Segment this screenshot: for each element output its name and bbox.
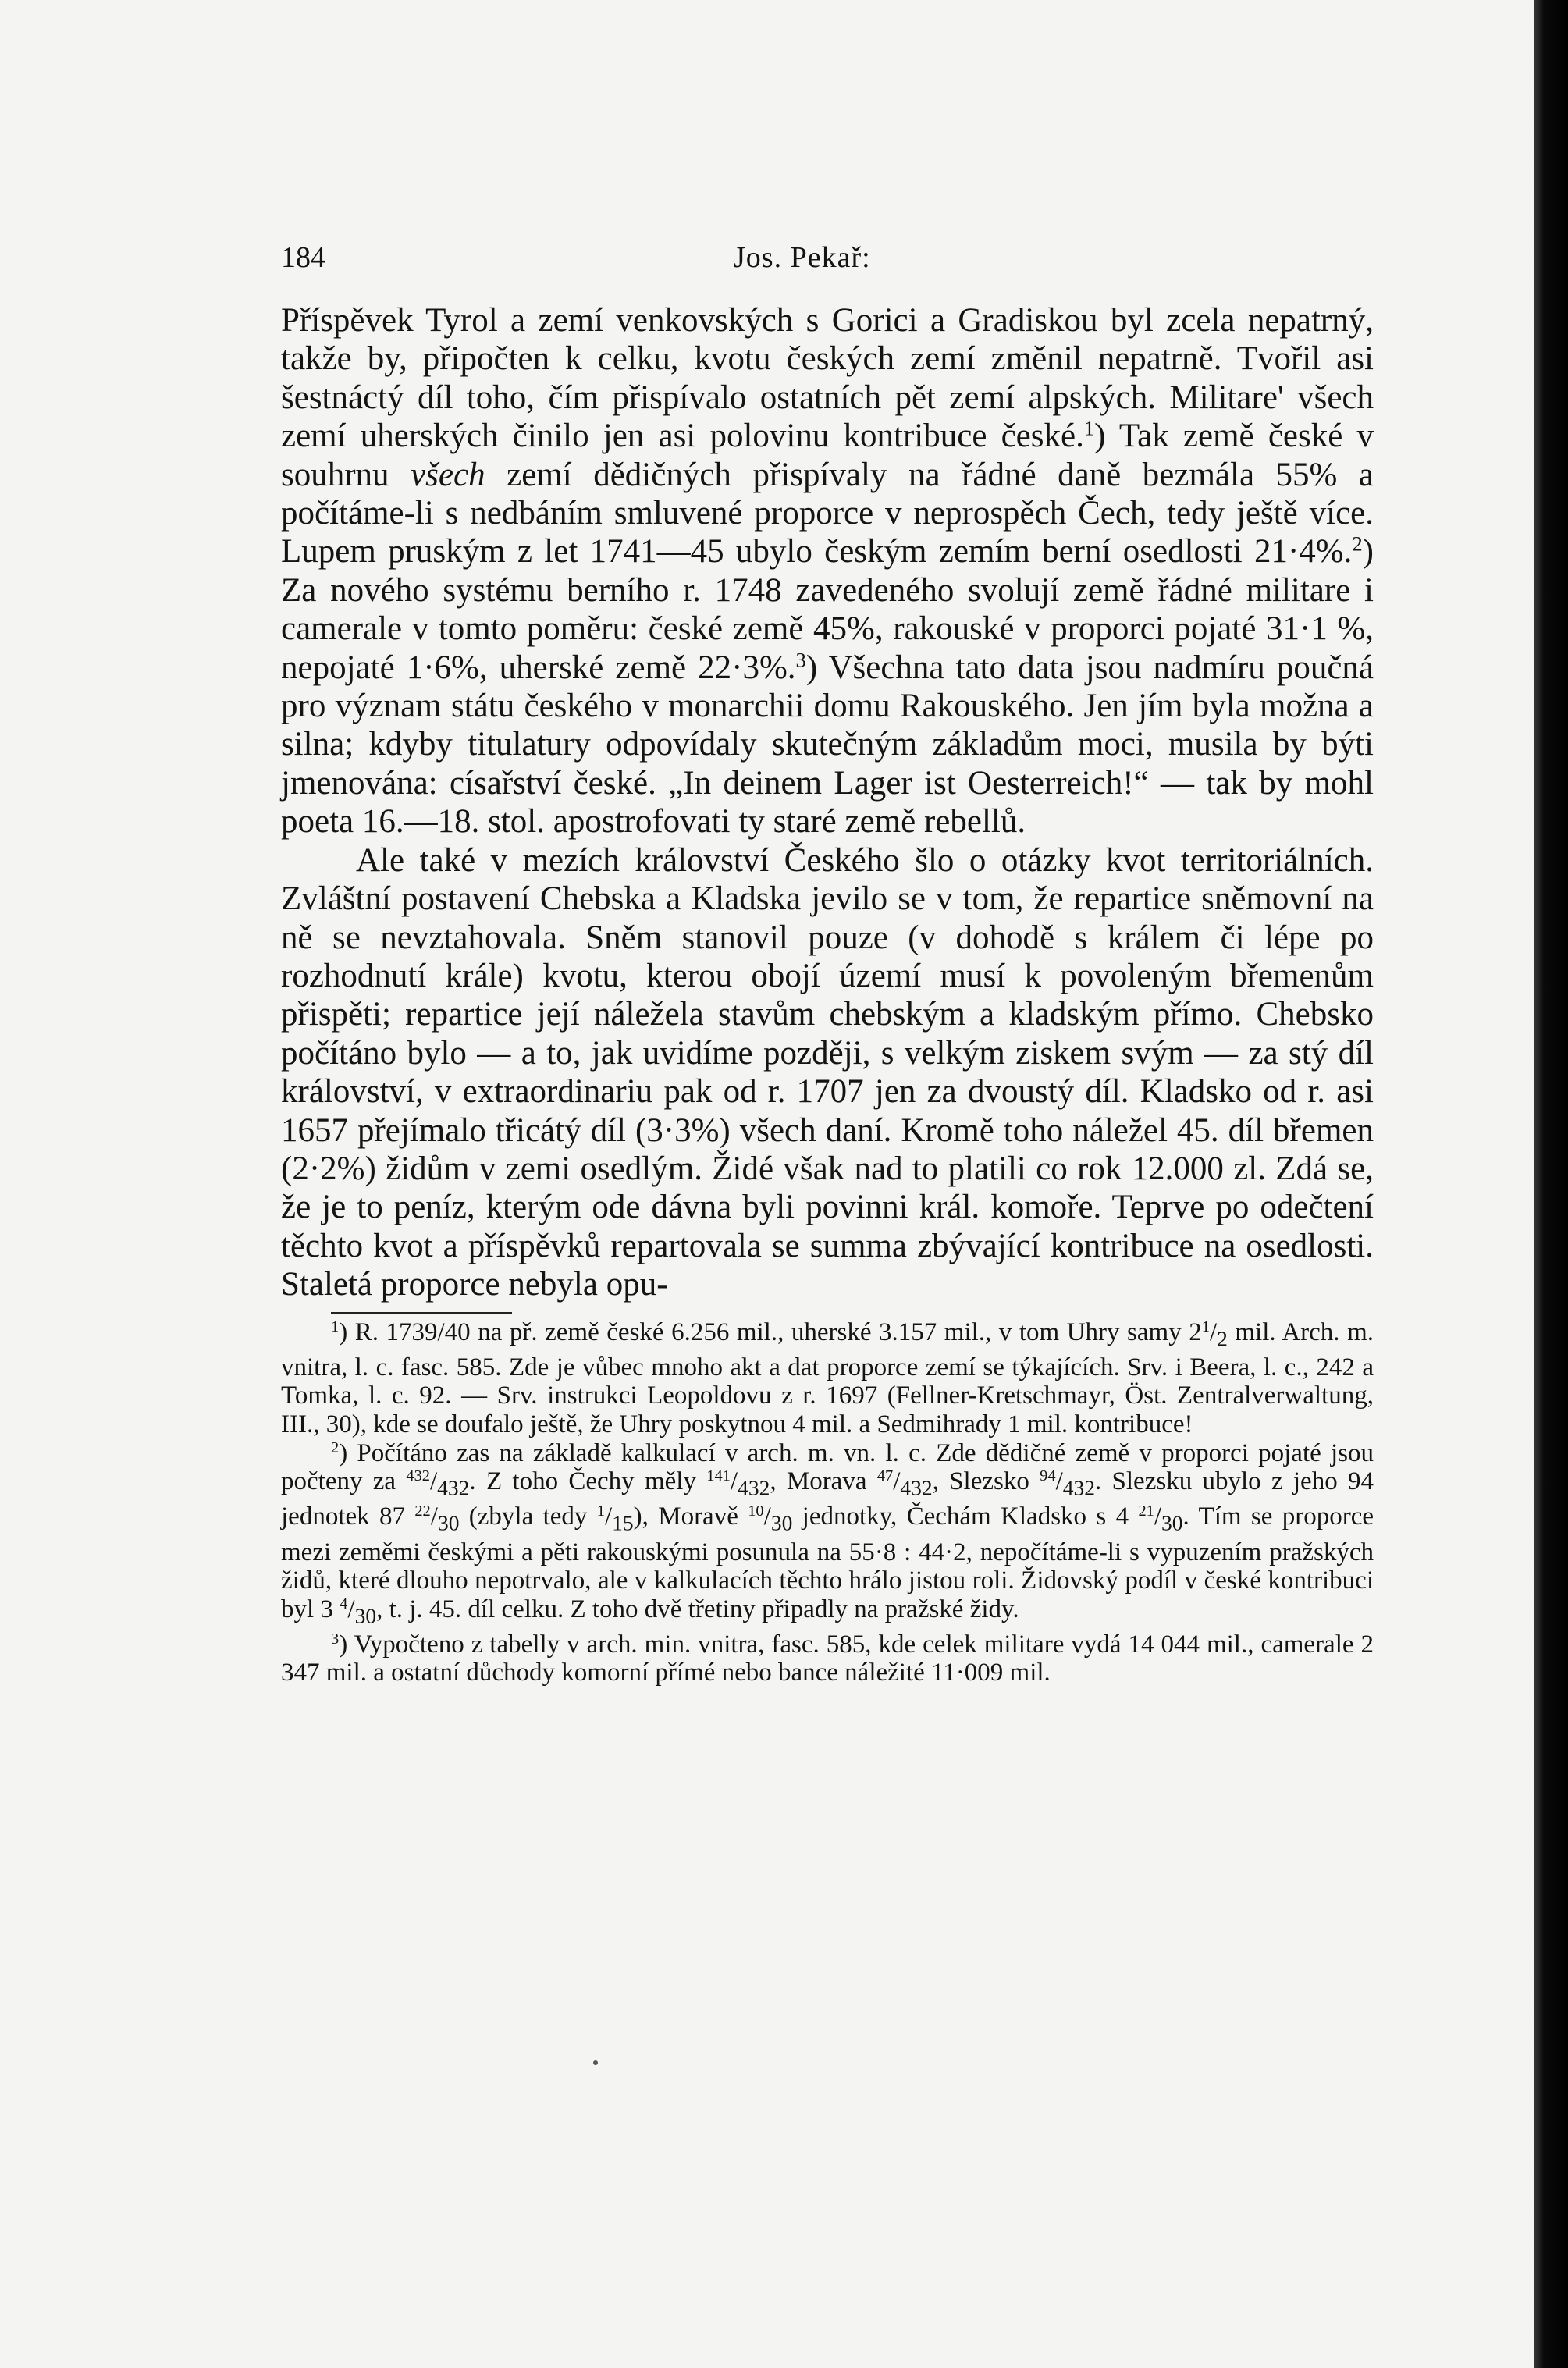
footnote-ref-2: 2 — [1352, 532, 1363, 556]
p1-text-b: ) Tak země české v souhrnu — [281, 418, 1374, 493]
footnote-1-mark: 1 — [331, 1317, 340, 1335]
footnote-2-text-e: . Slezsku ubylo z jeho 94 jednotek 87 — [281, 1467, 1374, 1531]
p1-text-f: ) Všechna tato data jsou nadmíru poučná pro význam státu českého v monarchii domu Rakouského. Jen jím byla možna a silna; kdyby titulatury odpovídaly skutečným základům moci, musila by býti jmenována: císařství české. „In deinem Lager ist Oesterreich!“ — tak by mohl poeta 16.—18. stol. apostrofovati ty staré země rebellů. — [281, 649, 1374, 841]
footnote-2: $^2$) Počítáno zas na základě kalkulací v arch. m. vn. l. c. Zde dědičné země v proporci pojaté jsou počteny za $^{432}/_{432}$. Z toho Čechy měly $^{141}/_{432}$, Morava $^{47}/_{432}$, Slezsko $^{94}/_{432}$. Slezsku ubylo z jeho 94 jednotek 87 $^{22}/_{30}$ (zbyla tedy $^1/_{15}$), Moravě $^{10}/_{30}$ jednotky, Čechám Kladsko s 4 $^{21}/_{30}$. Tím se proporce mezi zeměmi českými a pěti rakouskými posunula na 55·8 : 44·2, nepočítáme-li s vypuzením pražských židů, které dlouho nepotrvalo, ale v kalkulacích těchto hrálo jistou roli. Židovský podíl v české kontribuci byl 3 $^4/_{30}$, t. j. 45. díl celku. Z toho dvě třetiny připadly na pražské židy. — [281, 1438, 1374, 1628]
footnote-1-frac-slash: / — [1209, 1317, 1218, 1346]
footnote-1-frac-den: 2 — [1217, 1326, 1228, 1351]
footnote-rule — [331, 1312, 512, 1314]
footnote-1 — [281, 1318, 1374, 1439]
main-text — [281, 301, 1374, 1304]
fraction-num: 141 — [706, 1467, 731, 1484]
footnote-2-text-i: . Tím se proporce mezi zeměmi českými a pěti rakouskými posunula na 55·8 : 44·2, nepočítáme-li s vypuzením pražských židů, které dlouho nepotrvalo, ale v kalkulacích těchto hrálo jistou roli. Židovský podíl v české kontribuci byl 3 — [281, 1502, 1374, 1623]
book-page — [281, 234, 1374, 1687]
footnote-1-text-a: ) R. 1739/40 na př. země české 6.256 mil., uherské 3.157 mil., v tom Uhry samy 2 — [339, 1317, 1202, 1346]
footnote-2-text-b: . Z toho Čechy měly — [469, 1467, 707, 1496]
p1-text-d: zemí dědičných přispívaly na řádné daně bezmála 55% a počítáme-li s nedbáním smluvené proporce v neprospěch Čech, tedy ještě více. Lupem pruským z let 1741—45 ubylo českým zemím berní osedlosti 21·4%. — [281, 456, 1374, 571]
fraction-num: 94 — [1040, 1467, 1056, 1484]
scan-border — [1534, 0, 1568, 2368]
fraction-den: 432 — [1062, 1475, 1095, 1500]
fraction-num: 22 — [414, 1502, 431, 1520]
fraction-den: 30 — [354, 1603, 377, 1628]
p1-text-a: Příspěvek Tyrol a zemí venkovských s Gorici a Gradiskou byl zcela nepatrný, takže by, připočten k celku, kvotu českých zemí změnil nepatrně. Tvořil asi šestnáctý díl toho, čím přispívalo ostatních pět zemí alpských. Militare' všech zemí uherských činilo jen asi polovinu kontribuce české. — [281, 302, 1374, 455]
fraction-num: 432 — [406, 1467, 430, 1484]
footnote-2-text-j: , t. j. 45. díl celku. Z toho dvě třetiny připadly na pražské židy. — [376, 1595, 1019, 1623]
p1-text-e: ) Za nového systému berního r. 1748 zavedeného svolují země řádné militare i camerale v tomto poměru: české země 45%, rakouské v proporci pojaté 31·1 %, nepojaté 1·6%, uherské země 22·3%. — [281, 533, 1374, 686]
fraction-den: 30 — [770, 1510, 793, 1535]
print-speck — [593, 2060, 598, 2065]
fraction-den: 30 — [437, 1510, 460, 1535]
fraction-den: 432 — [437, 1475, 470, 1500]
footnote-2-text-f: (zbyla tedy — [459, 1502, 597, 1531]
footnote-3-text: ) Vypočteno z tabelly v arch. min. vnitra, fasc. 585, kde celek militare vydá 14 044 mil., camerale 2 347 mil. a ostatní důchody komorní přímé nebo bance náležité 11·009 mil. — [281, 1630, 1374, 1687]
fraction-num: 4 — [340, 1595, 348, 1612]
fraction-num: 47 — [876, 1467, 894, 1484]
paragraph-1 — [281, 301, 1374, 841]
footnote-2-text-a: ) Počítáno zas na základě kalkulací v arch. m. vn. l. c. Zde dědičné země v proporci pojaté jsou počteny za — [281, 1438, 1374, 1496]
footnote-ref-3: 3 — [795, 648, 806, 671]
footnote-3 — [281, 1630, 1374, 1687]
footnote-2-text-c: , Morava — [770, 1467, 877, 1496]
fraction-den: 432 — [738, 1475, 770, 1500]
paragraph-2: Ale také v mezích království Českého šlo o otázky kvot territoriálních. Zvláštní postavení Chebska a Kladska jevilo se v tom, že repartice sněmovní na ně se nevztahovala. Sněm stanovil pouze (v dohodě s králem či lépe po rozhodnutí krále) kvotu, kterou obojí území musí k povoleným břemenům přispěti; repartice její náležela stavům chebským a kladským přímo. Chebsko počítáno bylo — a to, jak uvidíme později, s velkým ziskem svým — za stý díl království, v extraordinariu pak od r. 1707 jen za dvoustý díl. Kladsko od r. asi 1657 přejímalo třicátý díl (3·3%) všech daní. Kromě toho náležel 45. díl břemen (2·2%) židům v zemi osedlým. Židé však nad to platili co rok 12.000 zl. Zdá se, že je to peníz, kterým ode dávna byli povinni král. komoře. Teprve po odečtení těchto kvot a příspěvků repartovala se summa zbývající kontribuce na osedlosti. Staletá proporce nebyla opu- — [281, 841, 1374, 1303]
footnotes — [281, 1318, 1374, 1688]
fraction-den: 432 — [900, 1475, 933, 1500]
fraction-num: 1 — [596, 1502, 605, 1520]
fraction-num: 10 — [748, 1502, 764, 1520]
footnote-2-text-d: , Slezsko — [932, 1467, 1040, 1496]
footnote-1-text-c: mil. Arch. m. vnitra, l. c. fasc. 585. Zde je vůbec mnoho akt a dat proporce zemí se týkajících. Srv. i Beera, l. c., 242 a Tomka, l. c. 92. — Srv. instrukci Leopoldovu z r. 1697 (Fellner-Kretschmayr, Öst. Zentralverwaltung, III., 30), kde se doufalo ještě, že Uhry poskytnou 4 mil. a Sedmihrady 1 mil. kontribuce! — [281, 1317, 1374, 1438]
running-head-author: Jos. Pekař: — [734, 241, 871, 274]
p1-italic-vsech: všech — [411, 456, 485, 493]
running-head — [281, 234, 1374, 281]
fraction-num: 21 — [1138, 1502, 1154, 1520]
footnote-2-mark: 2 — [331, 1438, 340, 1456]
footnote-ref-1: 1 — [1083, 416, 1095, 440]
footnote-2-text-g: ), Moravě — [633, 1502, 748, 1531]
footnote-2-text-h: jednotky, Čechám Kladsko s 4 — [792, 1502, 1139, 1531]
fraction-den: 30 — [1161, 1510, 1183, 1535]
fraction-den: 15 — [612, 1510, 634, 1535]
page-number: 184 — [281, 241, 325, 274]
footnote-3-mark: 3 — [331, 1630, 340, 1648]
footnote-1-frac-num: 1 — [1201, 1317, 1210, 1335]
